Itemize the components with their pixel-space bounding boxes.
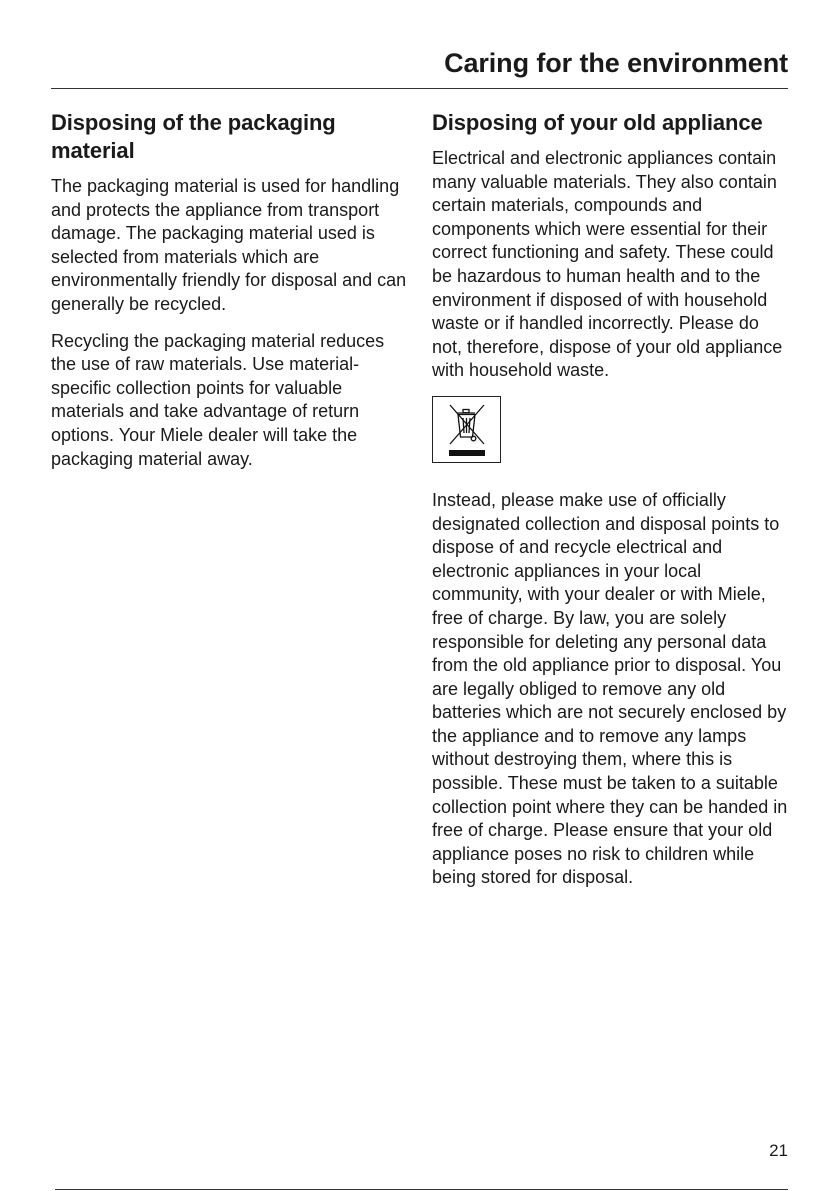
packaging-section: [51, 109, 409, 484]
old-appliance-section: [432, 109, 790, 903]
crossed-out-wheelie-bin-icon: [437, 399, 497, 459]
packaging-paragraph-2: Recycling the packaging material reduces the use of raw materials. Use material-specific collection points for valuable materials and take advantage of return options. Your Miele dealer will take the packaging material away.: [51, 330, 385, 469]
weee-symbol: [432, 396, 501, 463]
packaging-heading: Disposing of the packaging material: [51, 110, 336, 163]
footer-divider: [55, 1189, 788, 1190]
packaging-paragraph-1: The packaging material is used for handling and protects the appliance from transport damage. The packaging material used is selected from materials which are environmentally friendly for disposal and can generally be recycled.: [51, 176, 407, 314]
old-appliance-paragraph-1: Electrical and electronic appliances contain many valuable materials. They also contain certain materials, compounds and components which were essential for their correct functioning and safety. These could be hazardous to human health and to the environment if disposed of with household waste or if handled incorrectly. Please do not, therefore, dispose of your old appliance with household waste.: [432, 148, 783, 381]
old-appliance-heading: Disposing of your old appliance: [432, 110, 763, 135]
page-number: 21: [769, 1141, 788, 1160]
page-title: Caring for the environment: [444, 48, 788, 78]
old-appliance-paragraph-2: Instead, please make use of officially designated collection and disposal points to dispose of and recycle electrical and electronic appliances in your local community, with your dealer or with Miele, free of charge. By law, you are solely responsible for deleting any personal data from the old appliance prior to disposal. You are legally obliged to remove any old batteries which are not securely enclosed by the appliance and to remove any lamps without destroying them, where this is possible. These must be taken to a suitable collection point where they can be handed in free of charge. Please ensure that your old appliance poses no risk to children while being stored for disposal.: [432, 489, 788, 888]
title-divider: [51, 88, 788, 89]
